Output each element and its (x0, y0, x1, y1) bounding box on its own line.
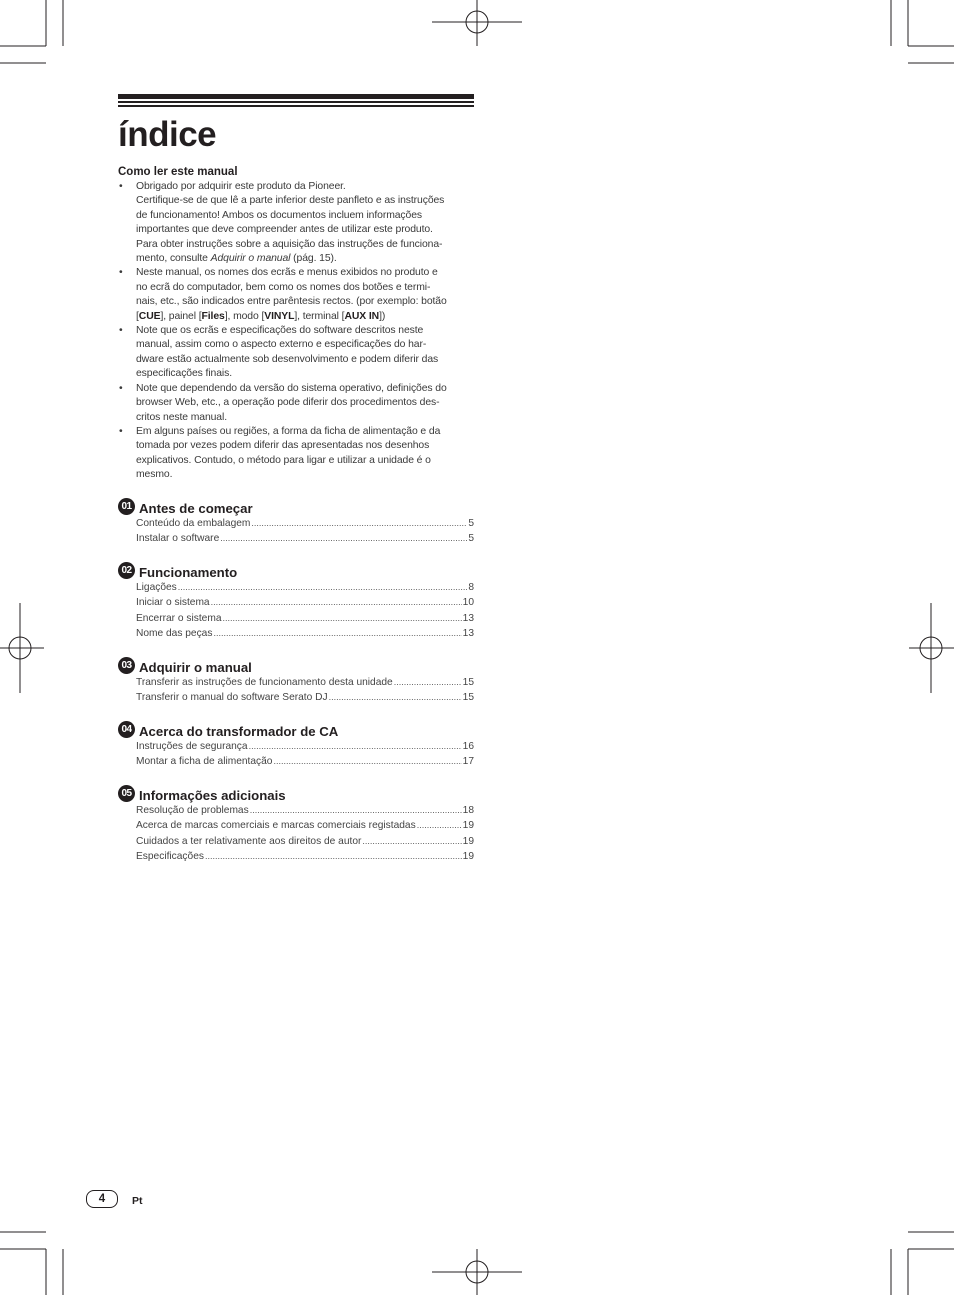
toc-entry[interactable]: Encerrar o sistema ..... 13 (136, 611, 474, 627)
chapter-number-badge: 02 (118, 562, 135, 579)
dot-leader (178, 580, 468, 595)
page-ref: 15 (462, 676, 474, 688)
chapter-number-badge: 04 (118, 721, 135, 738)
toc-entry[interactable]: Especificações ..... 19 (136, 849, 474, 865)
intro-item: • Note que dependendo da versão do sistema operativo, definições do browser Web, etc., a operação pode diferir dos procedimentos des- critos neste manual. (119, 382, 447, 423)
language-code: Pt (132, 1194, 143, 1207)
chapter-number-badge: 01 (118, 498, 135, 515)
toc-entry[interactable]: Instalar o software ..... 5 (136, 531, 474, 547)
chapter-number-badge: 05 (118, 785, 135, 802)
toc-entry[interactable]: Acerca de marcas comerciais e marcas comerciais registadas ..... 19 (136, 818, 474, 834)
dot-leader (211, 595, 462, 610)
toc-page (118, 94, 474, 865)
toc-entry[interactable]: Cuidados a ter relativamente aos direitos de autor ..... 19 (136, 834, 474, 850)
toc-section (118, 721, 474, 770)
page-title: índice (118, 115, 217, 154)
section-title[interactable]: Adquirir o manual (139, 659, 252, 675)
dot-leader (249, 739, 462, 754)
toc-entry[interactable]: Montar a ficha de alimentação ..... 17 (136, 754, 474, 770)
page-ref: 16 (462, 740, 474, 752)
dot-leader (251, 516, 467, 531)
bullet-icon: • (119, 382, 123, 394)
dot-leader (417, 818, 462, 833)
dot-leader (273, 754, 461, 769)
section-title[interactable]: Informações adicionais (139, 787, 286, 803)
toc-entry[interactable]: Iniciar o sistema ..... 10 (136, 595, 474, 611)
page-ref: 19 (462, 835, 474, 847)
toc-section (118, 785, 474, 865)
page-ref: 5 (468, 517, 474, 529)
intro-item: • Em alguns países ou regiões, a forma da ficha de alimentação e da tomada por vezes podem diferir das apresentadas nos desenhos explicativos. Contudo, o método para ligar e utilizar a unidade é o mesmo. (119, 425, 441, 481)
dot-leader (250, 803, 462, 818)
bullet-icon: • (119, 181, 123, 192)
dot-leader (205, 849, 462, 864)
intro-item: • Obrigado por adquirir este produto da Pioneer. Certifique-se de que lê a parte inferior deste panfleto e as instruções de funcionamento! Ambos os documentos incluem informações importantes que deve compreender antes de utilizar este produto. Para obter instruções sobre a aquisição das instruções de funciona- mento, consulte Adquirir o manual (pág. 15). (119, 181, 445, 265)
dot-leader (329, 690, 462, 705)
page-ref: 10 (462, 597, 474, 609)
section-title[interactable]: Funcionamento (139, 564, 238, 580)
page-ref: 13 (462, 628, 474, 640)
bullet-icon: • (119, 267, 123, 279)
manual-reference: Adquirir o manual (210, 253, 291, 265)
bullet-icon: • (119, 325, 123, 337)
dot-leader (362, 834, 461, 849)
toc-entry[interactable]: Nome das peças ..... 13 (136, 626, 474, 642)
toc-section (118, 562, 474, 642)
toc-entry[interactable]: Transferir o manual do software Serato DJ ..... 15 (136, 690, 474, 706)
page-footer (86, 1190, 143, 1208)
section-title[interactable]: Antes de começar (139, 500, 253, 516)
page-ref: 18 (462, 804, 474, 816)
toc-entry[interactable]: Instruções de segurança ..... 16 (136, 739, 474, 755)
intro-item: • Neste manual, os nomes dos ecrãs e menus exibidos no produto e no ecrã do computador, bem como os nomes dos botões e termi- nais, etc., são indicados entre parêntesis rectos. (por exemplo: botão [CUE], painel [Files], modo [VINYL], terminal [AUX IN]) (119, 267, 447, 322)
chapter-number-badge: 03 (118, 657, 135, 674)
intro-item: • Note que os ecrãs e especificações do software descritos neste manual, assim como o aspecto externo e especificações do har- dware estão actualmente sob desenvolvimento e podem diferir das especificações finais. (119, 325, 439, 380)
dot-leader (223, 611, 462, 626)
toc-entry[interactable]: Ligações ..... 8 (136, 580, 474, 596)
toc-entry[interactable]: Conteúdo da embalagem ..... 5 (136, 516, 474, 532)
page-ref: 19 (462, 820, 474, 832)
dot-leader (213, 626, 461, 641)
page-number: 4 (86, 1190, 118, 1208)
title-rule-thin-2 (118, 105, 474, 107)
page-ref: 17 (462, 756, 474, 768)
intro-list (118, 180, 474, 483)
page-ref: 8 (468, 581, 474, 593)
bullet-icon: • (119, 425, 123, 437)
dot-leader (220, 531, 467, 546)
toc-section (118, 498, 474, 547)
intro-heading: Como ler este manual (118, 166, 238, 178)
page-ref: 13 (462, 612, 474, 624)
dot-leader (394, 675, 462, 690)
page-ref: 15 (462, 692, 474, 704)
toc-entry[interactable]: Resolução de problemas ..... 18 (136, 803, 474, 819)
page-ref: 19 (462, 851, 474, 863)
toc-entry[interactable]: Transferir as instruções de funcionamento desta unidade ..... 15 (136, 675, 474, 691)
toc-section (118, 657, 474, 706)
page-ref: 5 (468, 533, 474, 545)
section-title[interactable]: Acerca do transformador de CA (139, 723, 339, 739)
